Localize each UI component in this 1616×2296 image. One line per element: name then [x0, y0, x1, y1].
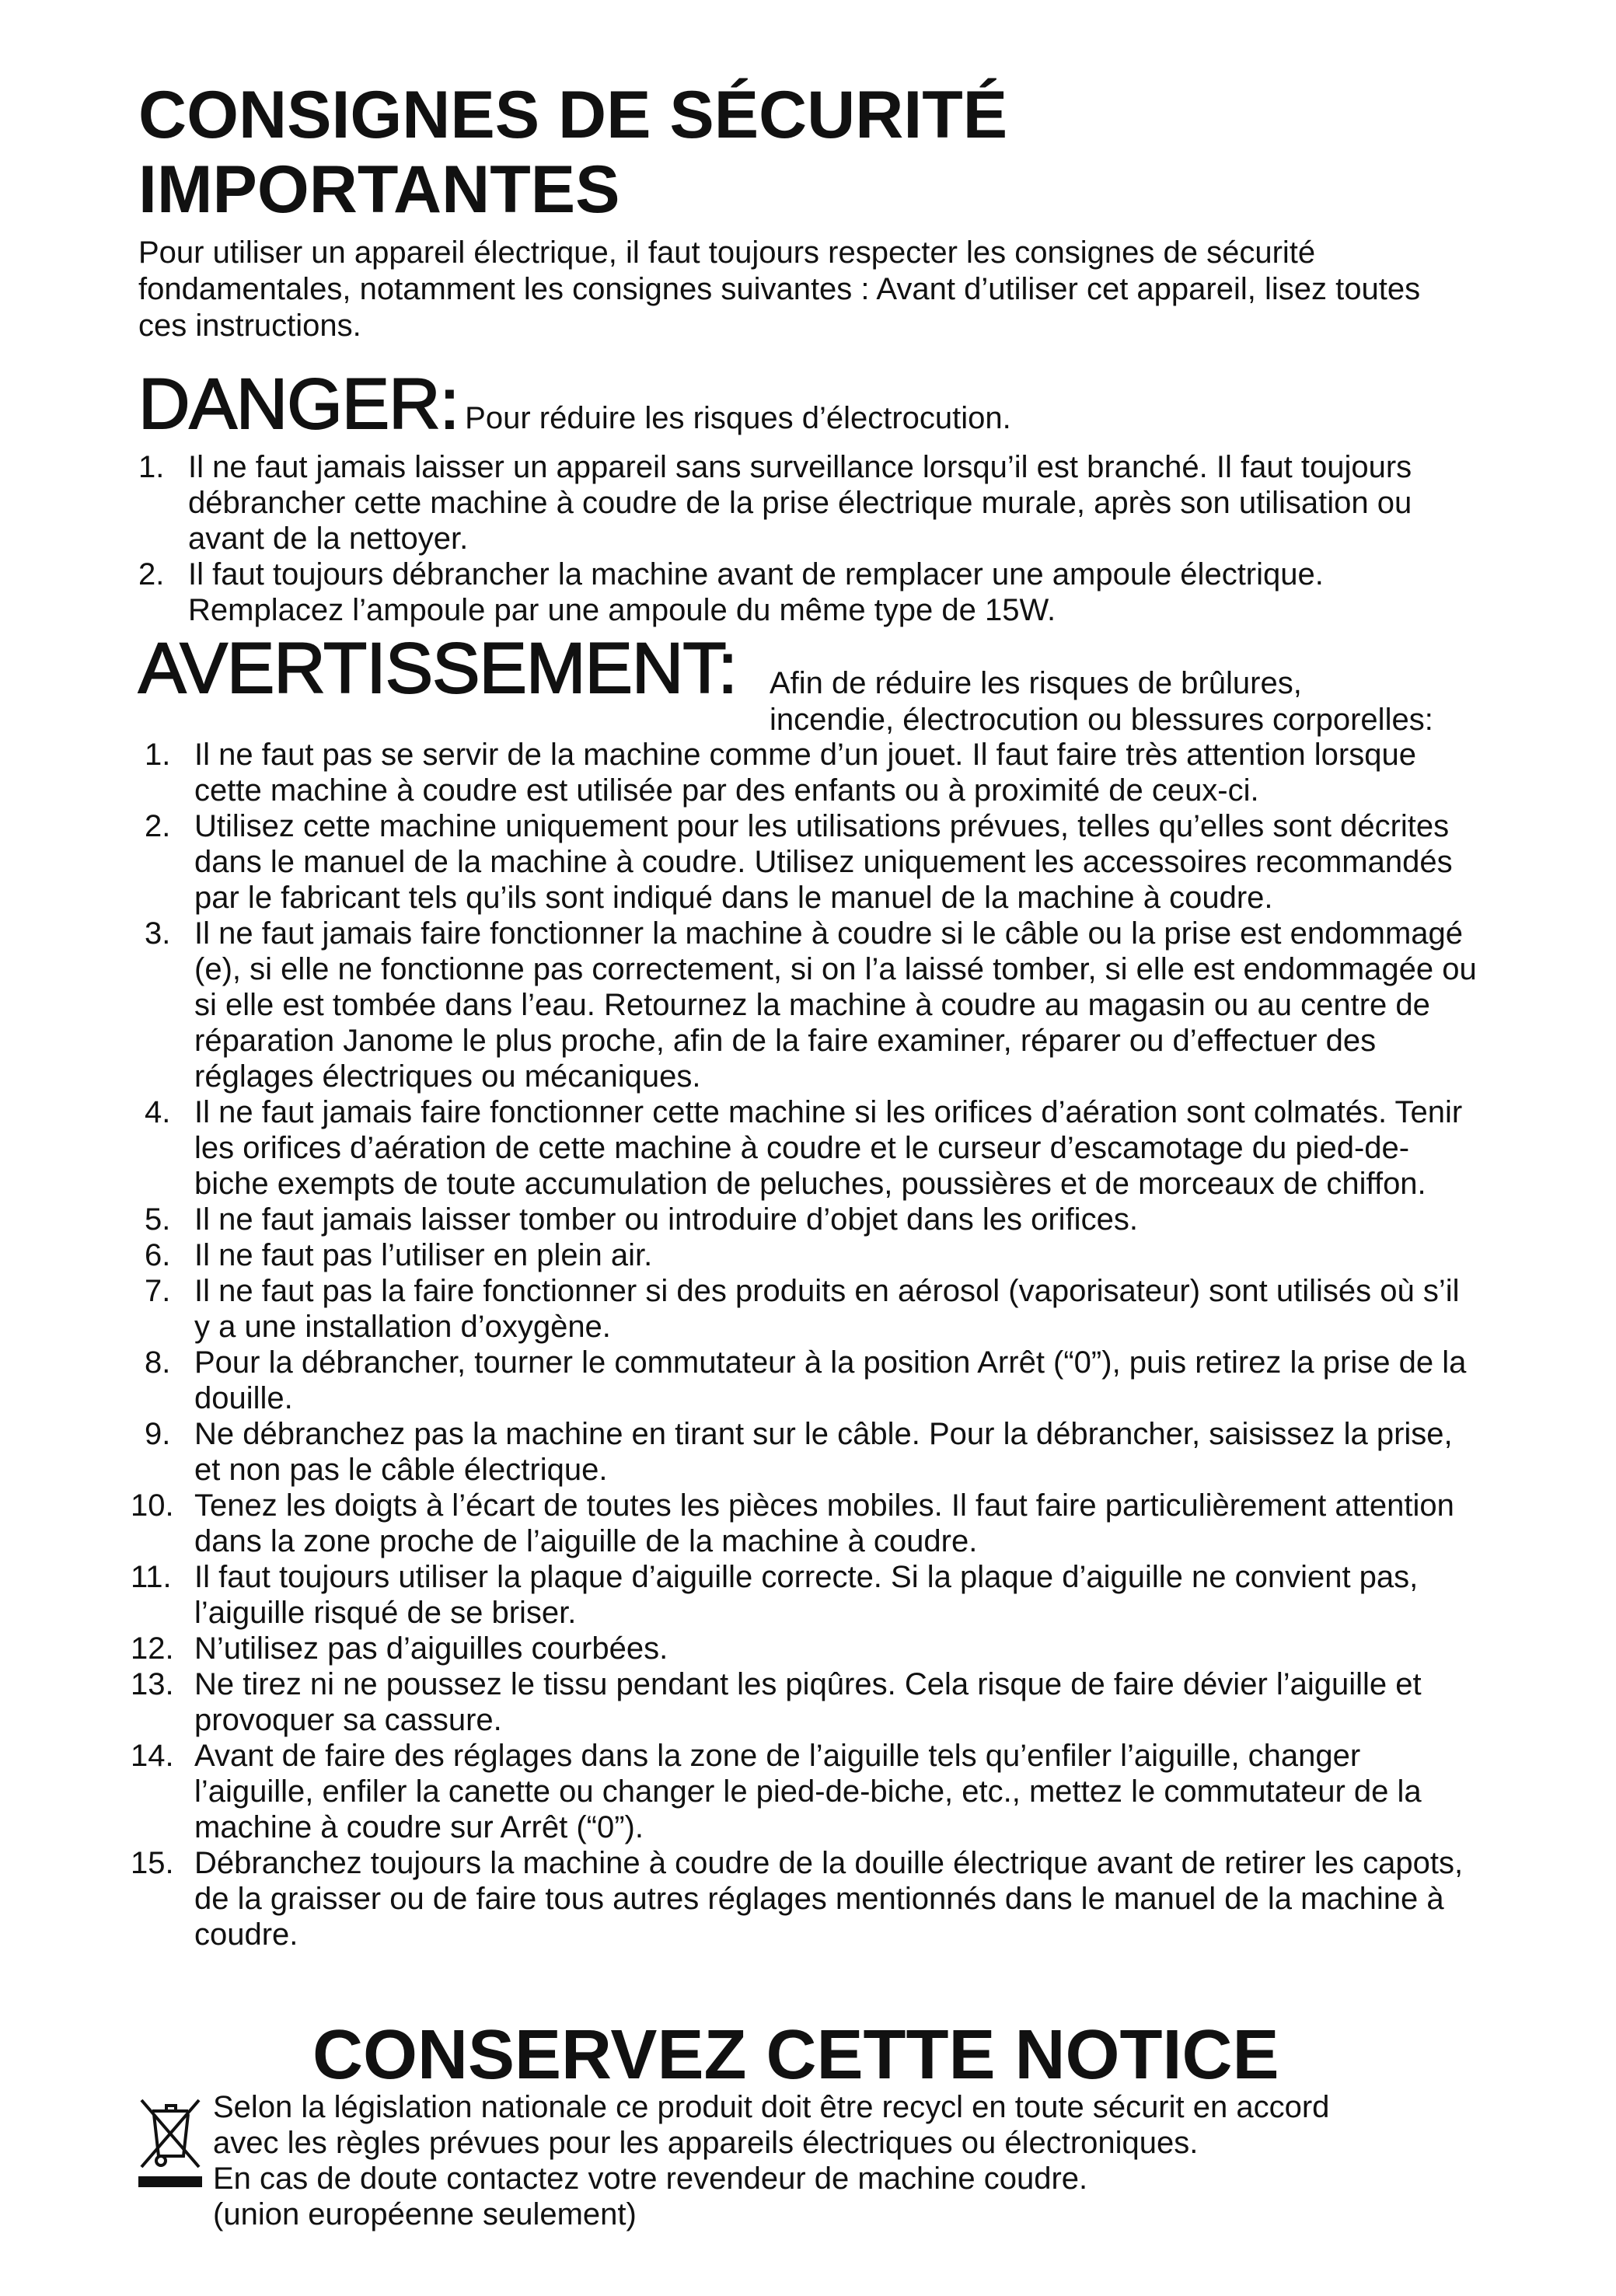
list-item	[145, 1416, 1482, 1488]
footer-title: CONSERVEZ CETTE NOTICE	[312, 2016, 1279, 2094]
list-item	[131, 1845, 1482, 1952]
item-number: 7.	[145, 1274, 171, 1308]
item-number: 8.	[145, 1345, 171, 1380]
item-text: Tenez les doigts à l’écart de toutes les pièces mobiles. Il faut faire particulièrement attention dans la zone proche de l’aiguille de la machine à coudre.	[194, 1488, 1454, 1558]
warning-heading-row	[138, 630, 737, 707]
item-text: Il ne faut jamais faire fonctionner cette machine si les orifices d’aération sont colmatés. Tenir les orifices d’aération de cette machine à coudre et le curseur d’escamotage du pied-de-biche exempts de toute accumulation de peluches, poussières et de morceaux de chiffon.	[194, 1095, 1463, 1201]
item-text: Utilisez cette machine uniquement pour les utilisations prévues, telles qu’elles sont décrites dans le manuel de la machine à coudre. Utilisez uniquement les accessoires recommandés par le fabricant tels qu’ils sont indiqué dans le manuel de la machine à coudre.	[194, 809, 1453, 915]
item-number: 1.	[138, 450, 165, 484]
item-text: Il ne faut jamais faire fonctionner la machine à coudre si le câble ou la prise est endommagé (e), si elle ne fonctionne pas correctement, si on l’a laissé tomber, si elle est endommagée ou si elle est tombée dans l’eau. Retournez la machine à coudre au magasin ou au centre de réparation Janome le plus proche, afin de la faire examiner, réparer ou d’effectuer des réglages électriques ou mécaniques.	[194, 916, 1477, 1094]
item-number: 4.	[145, 1095, 171, 1129]
item-text: Ne débranchez pas la machine en tirant sur le câble. Pour la débrancher, saisissez la prise, et non pas le câble électrique.	[194, 1417, 1453, 1487]
list-item	[145, 808, 1482, 916]
list-item	[131, 1738, 1482, 1845]
item-text: N’utilisez pas d’aiguilles courbées.	[194, 1631, 668, 1666]
item-text: Pour la débrancher, tourner le commutateur à la position Arrêt (“0”), puis retirez la prise de la douille.	[194, 1345, 1467, 1415]
item-text: Avant de faire des réglages dans la zone de l’aiguille tels qu’enfiler l’aiguille, changer l’aiguille, enfiler la canette ou changer le pied-de-biche, etc., mettez le commutateur de la machine à coudre sur Arrêt (“0”).	[194, 1739, 1422, 1844]
list-item	[131, 1666, 1482, 1738]
warning-heading: AVERTISSEMENT:	[138, 629, 737, 708]
item-text: Ne tirez ni ne poussez le tissu pendant les piqûres. Cela risque de faire dévier l’aiguille et provoquer sa cassure.	[194, 1667, 1422, 1737]
item-text: Il ne faut jamais laisser tomber ou introduire d’objet dans les orifices.	[194, 1202, 1138, 1237]
recycling-line: avec les règles prévues pour les appareils électriques ou électroniques.	[213, 2126, 1199, 2160]
recycling-line: (union européenne seulement)	[213, 2197, 637, 2231]
item-number: 2.	[138, 557, 165, 591]
page-title: CONSIGNES DE SÉCURITÉ IMPORTANTES	[138, 78, 1008, 227]
list-item	[138, 557, 1429, 628]
list-item	[145, 1094, 1482, 1202]
danger-list	[138, 449, 1429, 628]
crossed-out-wheelie-bin-icon	[135, 2095, 205, 2189]
list-item	[145, 1202, 1482, 1237]
intro-paragraph: Pour utiliser un appareil électrique, il faut toujours respecter les consignes de sécurité fondamentales, notamment les consignes suivantes : Avant d’utiliser cet appareil, lisez toutes ces instructions.	[138, 236, 1421, 343]
warning-subtitle	[770, 665, 1508, 738]
item-text: Il faut toujours débrancher la machine avant de remplacer une ampoule électrique. Remplacez l’ampoule par une ampoule du même type de 15W.	[188, 557, 1324, 627]
item-text: Débranchez toujours la machine à coudre de la douille électrique avant de retirer les capots, de la graisser ou de faire tous autres réglages mentionnés dans le manuel de la machine à coudre.	[194, 1846, 1464, 1952]
list-item	[145, 1237, 1482, 1273]
item-number: 5.	[145, 1202, 171, 1237]
item-number: 6.	[145, 1238, 171, 1272]
list-item	[131, 1488, 1482, 1559]
list-item	[145, 1273, 1482, 1345]
danger-heading-row	[138, 365, 1011, 443]
item-number: 11.	[131, 1560, 172, 1594]
item-text: Il faut toujours utiliser la plaque d’aiguille correcte. Si la plaque d’aiguille ne convient pas, l’aiguille risqué de se briser.	[194, 1560, 1419, 1630]
item-text: Il ne faut jamais laisser un appareil sans surveillance lorsqu’il est branché. Il faut toujours débrancher cette machine à coudre de la prise électrique murale, après son utilisation ou avant de la nettoyer.	[188, 450, 1412, 556]
item-number: 13.	[131, 1667, 174, 1701]
item-text: Il ne faut pas l’utiliser en plein air.	[194, 1238, 653, 1272]
list-item	[145, 737, 1482, 808]
item-number: 15.	[131, 1846, 174, 1880]
recycling-line: Selon la législation nationale ce produit doit être recycl en toute sécurit en accord	[213, 2090, 1330, 2124]
item-number: 9.	[145, 1417, 171, 1451]
recycling-notice	[213, 2089, 1496, 2232]
item-number: 1.	[145, 738, 171, 772]
item-number: 3.	[145, 916, 171, 951]
list-item	[131, 1559, 1482, 1631]
item-number: 12.	[131, 1631, 174, 1666]
item-number: 2.	[145, 809, 171, 843]
item-text: Il ne faut pas la faire fonctionner si des produits en aérosol (vaporisateur) sont utilisés où s’il y a une installation d’oxygène.	[194, 1274, 1460, 1344]
list-item	[131, 1631, 1482, 1666]
list-item	[145, 916, 1482, 1094]
danger-subtitle: Pour réduire les risques d’électrocution.	[465, 401, 1011, 435]
item-number: 14.	[131, 1739, 174, 1773]
list-item	[145, 1345, 1482, 1416]
warning-list	[131, 737, 1482, 1952]
list-item	[138, 449, 1429, 557]
item-number: 10.	[131, 1488, 174, 1523]
warning-subtitle-line: incendie, électrocution ou blessures corporelles:	[770, 703, 1433, 737]
danger-heading: DANGER:	[138, 365, 459, 444]
recycling-line: En cas de doute contactez votre revendeur de machine coudre.	[213, 2162, 1088, 2196]
item-text: Il ne faut pas se servir de la machine comme d’un jouet. Il faut faire très attention lorsque cette machine à coudre est utilisée par des enfants ou à proximité de ceux-ci.	[194, 738, 1416, 808]
warning-subtitle-line: Afin de réduire les risques de brûlures,	[770, 666, 1302, 700]
